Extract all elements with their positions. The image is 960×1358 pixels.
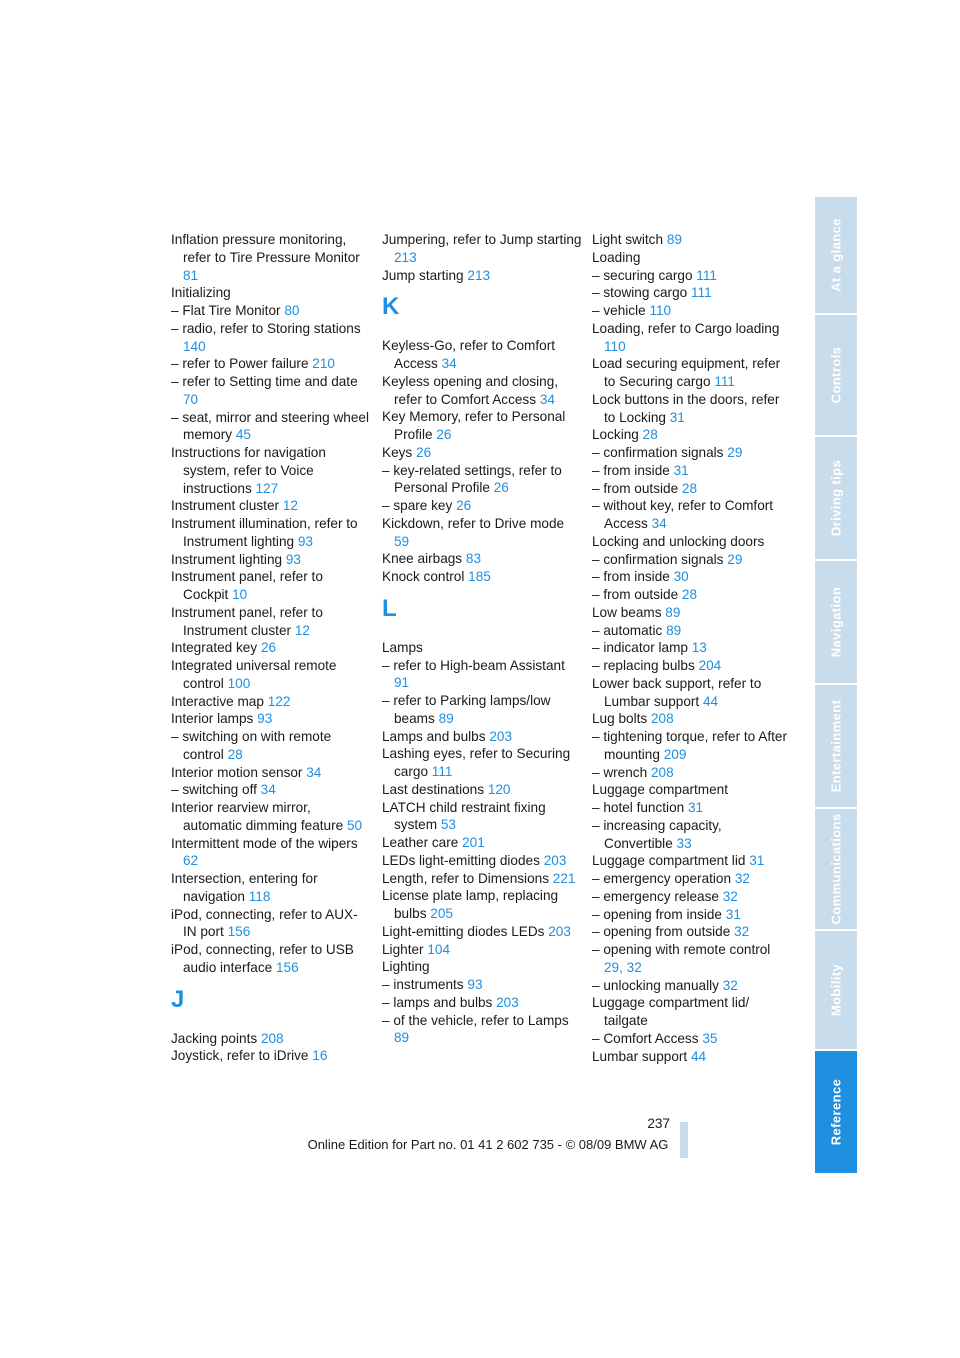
page-reference-link[interactable]: 16 [312,1048,328,1064]
index-entry [592,1030,788,1048]
page-reference-link[interactable]: 89 [666,232,682,247]
index-entry [382,231,582,267]
page-number: 237 [647,1116,670,1131]
page-reference-link[interactable]: 110 [604,338,626,354]
page-reference-link[interactable]: 203 [548,923,571,939]
page-reference-link[interactable]: 29 [727,551,743,567]
index-entry [171,373,371,409]
index-entry [382,941,582,959]
index-entry [382,692,582,728]
chapter-sidebar [815,197,857,1175]
index-entry [592,444,788,462]
sidebar-tab-mobility[interactable] [815,931,857,1051]
index-entry-text: Lock buttons in the doors, refer to Locking [592,391,780,425]
page-reference-link[interactable]: 111 [714,374,735,389]
index-entry-text: Key Memory, refer to Personal Profile [382,409,566,442]
index-entry-text: Leather care [382,835,459,850]
index-entry-text: – of the vehicle, refer to Lamps [382,1012,569,1028]
index-entry [171,444,371,497]
index-entry-text: – from inside [592,569,670,585]
index-entry-text: Interior rearview mirror, automatic dimming feature [171,800,344,833]
index-entry [171,1047,371,1065]
index-entry [592,533,788,551]
index-entry-text: Intermittent mode of the wipers [171,835,358,851]
index-entry [171,728,371,764]
index-entry [592,284,788,302]
index-entry [382,568,582,586]
index-entry-text: – instruments [382,977,464,992]
index-entry-text: – without key, refer to Comfort Access [592,498,774,531]
index-entry-text: – opening from inside [592,906,722,922]
page-reference-link[interactable]: 30 [673,569,689,585]
index-entry-text: – spare key [382,498,453,513]
index-entry [382,639,582,657]
sidebar-tab-navigation[interactable] [815,561,857,685]
index-entry [592,994,788,1030]
index-entry-text: Knock control [382,569,465,584]
index-entry [592,497,788,533]
index-entry [382,745,582,781]
page-reference-link[interactable]: 28 [227,746,243,762]
page-reference-link[interactable]: 93 [285,551,301,567]
page-reference-link[interactable]: 44 [691,1048,707,1064]
index-entry [592,249,788,267]
page-reference-link[interactable]: 26 [260,640,277,656]
index-entry-text: Lower back support, refer to Lumbar support [592,675,762,709]
index-entry [382,852,582,870]
index-entry [171,764,371,782]
index-entry [592,462,788,480]
index-entry [592,267,788,285]
index-entry [592,355,788,391]
index-entry [382,887,582,923]
index-entry [171,355,371,373]
index-entry [382,728,582,746]
index-entry [382,515,582,551]
index-entry [382,923,582,941]
index-entry [592,710,788,728]
index-entry-text: Joystick, refer to iDrive [171,1048,309,1064]
index-entry [592,870,788,888]
index-entry-text: – lamps and bulbs [382,994,493,1010]
index-entry [382,408,582,444]
page-reference-link[interactable]: 26 [436,427,452,442]
index-entry [171,284,371,302]
index-entry-text: – indicator lamp [592,640,688,656]
index-entry [171,835,371,871]
index-entry-text: Locking [592,427,639,443]
index-entry-text: – wrench [592,764,648,780]
index-entry [592,480,788,498]
index-entry-text: Jumpering, refer to Jump starting [382,232,582,247]
index-entry [382,994,582,1012]
index-entry-text: iPod, connecting, refer to AUX-IN port [171,906,358,940]
index-entry [171,1030,371,1048]
footer-text: Online Edition for Part no. 01 41 2 602 735 - © 08/09 BMW AG [307,1137,669,1152]
index-entry-text: Interior lamps [171,711,254,727]
index-entry-text: Instrument cluster [171,498,280,514]
index-entry [382,958,582,976]
page-reference-link[interactable]: 185 [468,569,491,584]
page-reference-link[interactable]: 28 [642,427,658,443]
page-reference-link[interactable]: 10 [232,587,248,602]
sidebar-tab-controls[interactable] [815,315,857,437]
index-entry [382,337,582,373]
index-entry-text: Intersection, entering for navigation [171,871,318,904]
page-reference-link[interactable]: 93 [297,533,313,549]
index-entry [382,976,582,994]
index-entry [171,870,371,906]
index-entry-text: Keys [382,444,413,460]
index-entry-text: Lamps [382,639,423,655]
index-entry-text: – seat, mirror and steering wheel memory [171,409,369,443]
page-reference-link[interactable]: 32 [722,977,738,993]
page-reference-link[interactable]: 81 [183,267,199,283]
page-reference-link[interactable]: 62 [183,853,199,869]
index-entry [171,604,371,640]
index-entry-text: Light-emitting diodes LEDs [382,923,545,939]
index-entry [382,781,582,799]
page-reference-link[interactable]: 31 [669,409,685,425]
index-entry-text: Lighting [382,959,430,975]
page-reference-link[interactable]: 140 [183,338,206,354]
page-reference-link[interactable]: 89 [438,710,454,726]
index-entry-text: Last destinations [382,781,485,797]
page-reference-link[interactable]: 111 [696,267,717,283]
index-entry-text: Light switch [592,232,664,247]
index-entry-text: – unlocking manually [592,977,719,993]
index-entry-text: – opening with remote control [592,942,771,957]
index-entry [592,657,788,675]
page-reference-link[interactable]: 35 [702,1030,718,1046]
index-entry-text: LATCH child restraint fixing system [382,799,546,833]
index-entry [382,497,582,515]
index-entry [592,391,788,427]
index-entry [171,941,371,977]
index-entry-text: Luggage compartment lid/ tailgate [592,995,750,1028]
page-reference-link[interactable]: 31 [673,462,689,478]
index-entry [592,728,788,764]
page-reference-link[interactable]: 120 [487,781,511,797]
index-column-2 [382,231,582,1047]
page-reference-link[interactable]: 93 [467,977,483,992]
index-entry-text: Integrated key [171,640,258,656]
page-reference-link[interactable]: 118 [248,888,271,904]
index-entry-text: – tightening torque, refer to After mounting [592,729,787,762]
page-reference-link[interactable]: 91 [394,675,410,691]
index-entry-text: License plate lamp, replacing bulbs [382,888,559,921]
index-entry [171,320,371,356]
footer [0,1137,960,1152]
page-reference-link[interactable]: 34 [260,782,276,798]
index-entry [171,231,371,284]
index-entry [592,1048,788,1066]
index-entry [592,622,788,640]
index-entry-text: Instrument panel, refer to Cockpit [171,569,323,602]
index-entry [382,657,582,693]
sidebar-tab-at-a-glance[interactable] [815,197,857,315]
page-reference-link[interactable]: 50 [346,817,363,833]
index-entry [382,799,582,835]
index-entry-text: Lighter [382,941,424,957]
index-entry [592,568,788,586]
sidebar-tab-communications[interactable] [815,809,857,931]
page-reference-link[interactable]: 12 [282,498,298,514]
index-column-3 [592,231,788,1065]
index-entry-text: Kickdown, refer to Drive mode [382,515,565,531]
page-reference-link[interactable]: 156 [227,924,251,940]
page-reference-link[interactable]: 34 [441,356,457,371]
page-reference-link[interactable]: 204 [698,658,722,673]
sidebar-tab-driving-tips[interactable] [815,437,857,561]
page-reference-link[interactable]: 89 [666,622,682,638]
sidebar-tab-label: Driving tips [828,459,844,537]
page-reference-link[interactable]: 156 [275,959,299,975]
index-entry [592,799,788,817]
index-entry-text: Lamps and bulbs [382,728,486,744]
index-entry-text: – refer to High-beam Assistant [382,657,565,673]
index-entry-text: Initializing [171,285,231,301]
index-entry-text: Instructions for navigation system, refer to Voice instructions [171,445,326,496]
index-entry [382,550,582,568]
page-reference-link[interactable]: 59 [394,533,410,549]
page-reference-link[interactable]: 29 [727,445,743,460]
sidebar-tab-label: Entertainment [828,699,844,793]
index-entry-text: – automatic [592,622,663,638]
index-entry-text: – switching off [171,782,257,798]
index-entry [592,604,788,622]
index-letter-heading: J [171,985,185,1013]
page-reference-link[interactable]: 213 [467,267,491,283]
sidebar-tab-label: Reference [828,1078,844,1146]
index-entry-text: Instrument lighting [171,551,283,567]
index-entry [171,693,371,711]
index-entry [382,1012,582,1048]
sidebar-tab-label: Communications [828,813,844,925]
index-entry [382,462,582,498]
page-reference-link[interactable]: 201 [462,835,485,850]
index-entry-text: Inflation pressure monitoring, refer to Tire Pressure Monitor [171,232,360,265]
index-entry-text: – from outside [592,587,679,602]
index-entry [592,302,788,320]
index-entry-text: – refer to Power failure [171,356,309,372]
index-entry-text: – hotel function [592,800,685,815]
page-reference-link[interactable]: 209 [663,746,687,762]
index-entry-text: iPod, connecting, refer to USB audio interface [171,942,354,975]
index-entry-text: Luggage compartment lid [592,853,746,869]
index-entry [382,444,582,462]
index-entry-text: Interior motion sensor [171,764,303,780]
index-entry [171,639,371,657]
page-reference-link[interactable]: 110 [649,303,672,318]
index-entry-text: – increasing capacity, Convertible [592,817,722,851]
index-entry [171,657,371,693]
page-reference-link[interactable]: 210 [312,356,335,372]
index-entry-text: – refer to Parking lamps/low beams [382,693,551,726]
index-entry [382,373,582,409]
index-entry-text: – confirmation signals [592,551,724,567]
index-entry [592,923,788,941]
index-entry-text: Locking and unlocking doors [592,533,765,549]
page-reference-link[interactable]: 104 [427,941,451,957]
index-entry-text: – replacing bulbs [592,658,695,673]
page-reference-link[interactable]: 208 [650,711,674,727]
index-entry [592,320,788,356]
index-entry-text: Jump starting [382,267,464,283]
index-entry-text: – emergency release [592,888,719,904]
index-entry [171,781,371,799]
index-entry-text: Instrument illumination, refer to Instrument lighting [171,516,358,549]
sidebar-tab-label: Mobility [828,963,844,1017]
index-entry [171,710,371,728]
index-entry-text: Knee airbags [382,551,463,567]
page-reference-link[interactable]: 100 [227,675,251,691]
index-entry-text: – refer to Setting time and date [171,374,358,389]
page-reference-link[interactable]: 203 [543,852,567,868]
index-entry [592,551,788,569]
sidebar-tab-label: Navigation [828,586,844,658]
index-entry-text: – radio, refer to Storing stations [171,320,361,336]
index-entry-text: Length, refer to Dimensions [382,870,549,886]
index-entry [171,409,371,445]
page-reference-link[interactable]: 31 [749,853,765,869]
sidebar-tab-label: Controls [828,346,844,404]
index-entry-text: – confirmation signals [592,445,724,460]
page-reference-link[interactable]: 70 [183,391,199,407]
index-entry-text: – from outside [592,480,679,496]
index-entry [592,586,788,604]
index-entry [592,888,788,906]
page-reference-link[interactable]: 44 [703,693,719,709]
index-entry [592,675,788,711]
index-entry-text: Keyless-Go, refer to Comfort Access [382,338,555,371]
page-reference-link[interactable]: 12 [294,622,310,638]
index-letter-heading: K [382,293,400,321]
page-reference-link[interactable]: 89 [665,604,681,620]
page-reference-link[interactable]: 31 [725,906,741,922]
page-reference-link[interactable]: 53 [440,817,456,833]
index-entry [592,231,788,249]
index-entry-text: Loading [592,249,641,265]
index-entry-text: Loading, refer to Cargo loading [592,320,780,336]
index-entry-text: Jacking points [171,1030,258,1046]
index-entry [382,870,582,888]
page-reference-link[interactable]: 122 [267,693,291,709]
page-reference-link[interactable]: 213 [394,249,417,265]
page-reference-link[interactable]: 32 [722,888,738,904]
index-entry [382,834,582,852]
page-reference-link[interactable]: 33 [676,835,692,851]
index-entry-text: Interactive map [171,693,264,709]
page-reference-link[interactable]: 203 [496,994,519,1010]
page-reference-link[interactable]: 203 [489,728,513,744]
page-reference-link[interactable]: 205 [430,906,453,921]
index-entry [171,515,371,551]
index-entry [592,852,788,870]
index-entry-text: Lug bolts [592,711,648,727]
page-reference-link[interactable]: 29, 32 [604,959,642,975]
page-reference-link[interactable]: 32 [734,871,750,886]
index-entry-text: – from inside [592,462,670,478]
index-entry [592,906,788,924]
page-reference-link[interactable]: 13 [691,640,707,656]
index-entry-text: – Flat Tire Monitor [171,303,281,318]
index-entry-text: Low beams [592,604,662,620]
page-reference-link[interactable]: 31 [687,800,704,815]
page-reference-link[interactable]: 111 [691,285,712,301]
index-entry-text: Lumbar support [592,1048,688,1064]
sidebar-tab-entertainment[interactable] [815,685,857,809]
index-entry-text: – vehicle [592,303,646,318]
index-entry-text: – opening from outside [592,924,731,940]
sidebar-tab-reference[interactable] [815,1051,857,1175]
index-entry [171,302,371,320]
index-entry-text: Lashing eyes, refer to Securing cargo [382,746,571,779]
page-reference-link[interactable]: 34 [306,764,322,780]
index-entry-text: – securing cargo [592,267,693,283]
index-column-1 [171,231,371,1065]
page-reference-link[interactable]: 127 [255,480,279,496]
page-reference-link[interactable]: 32 [734,924,750,940]
page-reference-link[interactable]: 221 [552,870,576,886]
index-entry-text: – emergency operation [592,871,732,886]
page-reference-link[interactable]: 208 [260,1030,284,1046]
index-entry [592,977,788,995]
page-reference-link[interactable]: 208 [650,764,674,780]
page-reference-link[interactable]: 28 [681,587,698,602]
index-entry [592,817,788,853]
index-entry-text: Luggage compartment [592,782,729,798]
index-entry [592,764,788,782]
page-reference-link[interactable]: 26 [416,444,432,460]
page-reference-link[interactable]: 83 [465,551,482,567]
index-entry [592,781,788,799]
index-entry-text: – Comfort Access [592,1030,699,1046]
page-reference-link[interactable]: 111 [431,764,453,779]
page-reference-link[interactable]: 80 [284,303,300,318]
page-reference-link[interactable]: 26 [493,480,509,496]
index-entry-text: – switching on with remote control [171,729,332,762]
index-entry [171,497,371,515]
index-entry [171,799,371,835]
index-letter-heading: L [382,594,397,622]
page-reference-link[interactable]: 28 [681,480,698,496]
index-entry [171,551,371,569]
page-reference-link[interactable]: 89 [394,1030,410,1046]
index-entry-text: Load securing equipment, refer to Securing cargo [592,356,781,389]
index-entry-text: Instrument panel, refer to Instrument cluster [171,604,323,638]
page-reference-link[interactable]: 34 [539,391,555,407]
page-reference-link[interactable]: 45 [235,427,251,443]
page-reference-link[interactable]: 26 [456,498,472,513]
index-entry-text: – key-related settings, refer to Personal Profile [382,462,562,496]
index-entry-text: LEDs light-emitting diodes [382,852,540,868]
index-entry [592,426,788,444]
index-entry [592,941,788,977]
page-reference-link[interactable]: 93 [257,711,273,727]
sidebar-tab-label: At a glance [828,218,844,292]
index-entry [382,267,582,285]
index-entry-text: Integrated universal remote control [171,658,337,691]
index-entry [171,568,371,604]
page-reference-link[interactable]: 34 [651,516,667,531]
index-entry [171,906,371,942]
index-entry-text: Keyless opening and closing, refer to Comfort Access [382,373,559,407]
index-entry [592,639,788,657]
index-entry-text: – stowing cargo [592,285,688,301]
